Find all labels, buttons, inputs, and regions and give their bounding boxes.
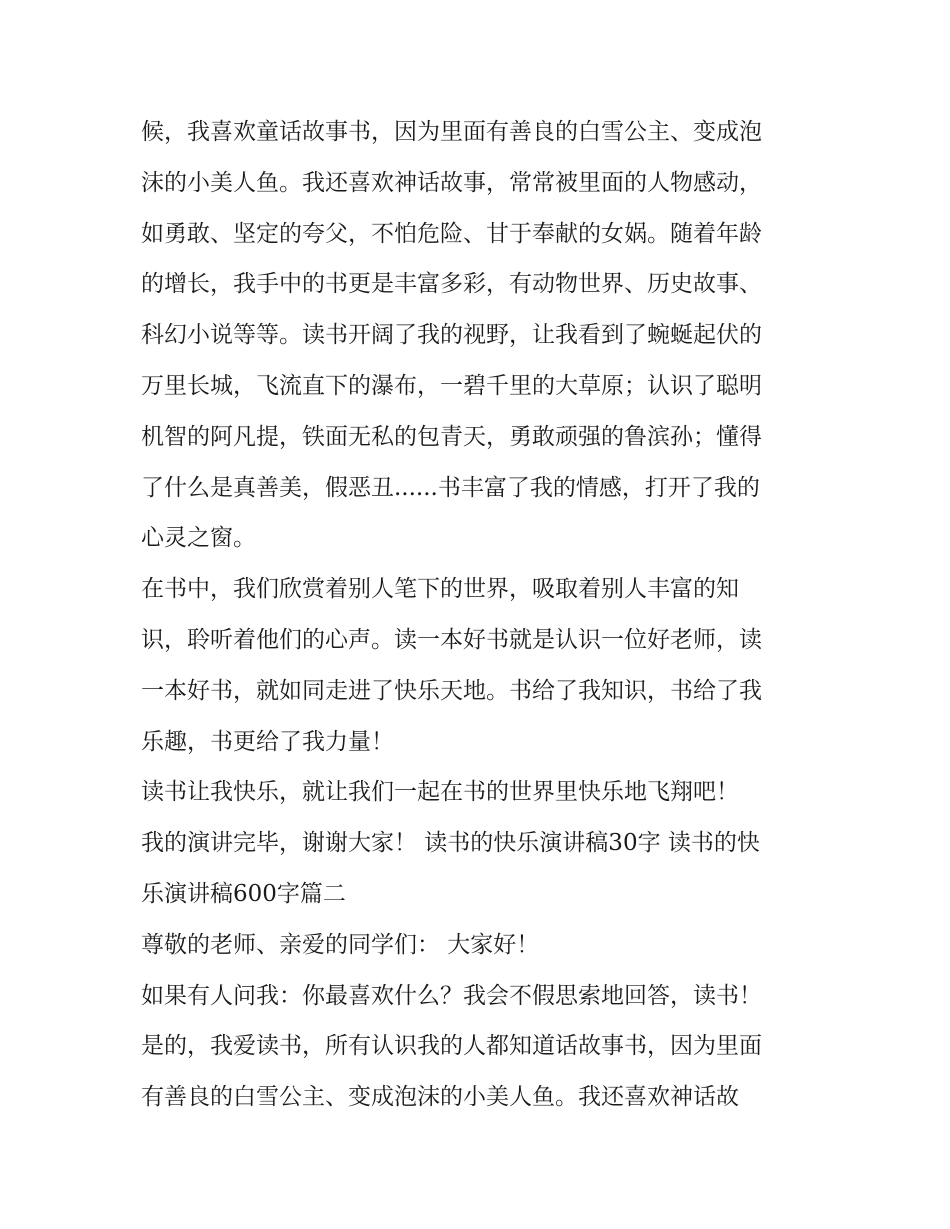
- text-line-15: 我的演讲完毕，谢谢大家！ 读书的快乐演讲稿30字 读书的快: [141, 830, 760, 857]
- body-text: [141, 107, 831, 1123]
- text-line-12: 一本好书，就如同走进了快乐天地。书给了我知识，书给了我: [141, 677, 762, 704]
- text-line-6: 万里长城，飞流直下的瀑布，一碧千里的大草原；认识了聪明: [141, 372, 762, 399]
- text-line-1: 候，我喜欢童话故事书，因为里面有善良的白雪公主、变成泡: [141, 119, 762, 145]
- text-line-19: 是的，我爱读书，所有认识我的人都知道话故事书，因为里面: [141, 1033, 762, 1060]
- text-line-9: 心灵之窗。: [141, 525, 256, 552]
- text-line-7: 机智的阿凡提，铁面无私的包青天，勇敢顽强的鲁滨孙；懂得: [141, 423, 762, 450]
- text-line-8: 了什么是真善美，假恶丑......书丰富了我的情感，打开了我的: [141, 474, 760, 501]
- text-line-3: 如勇敢、坚定的夸父，不怕危险、甘于奉献的女娲。随着年龄: [141, 220, 762, 247]
- text-line-18: 如果有人问我：你最喜欢什么？我会不假思索地回答，读书！: [141, 982, 762, 1009]
- text-line-14: 读书让我快乐，就让我们一起在书的世界里快乐地飞翔吧！: [141, 779, 739, 806]
- text-line-4: 的增长，我手中的书更是丰富多彩，有动物世界、历史故事、: [141, 271, 762, 298]
- text-line-20: 有善良的白雪公主、变成泡沫的小美人鱼。我还喜欢神话故: [141, 1084, 739, 1111]
- text-line-13: 乐趣，书更给了我力量！: [141, 728, 394, 755]
- text-line-11: 识，聆听着他们的心声。读一本好书就是认识一位好老师，读: [141, 626, 762, 653]
- text-line-17: 尊敬的老师、亲爱的同学们： 大家好！: [141, 931, 540, 958]
- text-line-2: 沫的小美人鱼。我还喜欢神话故事，常常被里面的人物感动，: [141, 169, 762, 196]
- text-line-16: 乐演讲稿600字篇二: [141, 880, 346, 907]
- text-line-5: 科幻小说等等。读书开阔了我的视野，让我看到了蜿蜒起伏的: [141, 322, 762, 349]
- text-line-10: 在书中，我们欣赏着别人笔下的世界，吸取着别人丰富的知: [141, 576, 739, 603]
